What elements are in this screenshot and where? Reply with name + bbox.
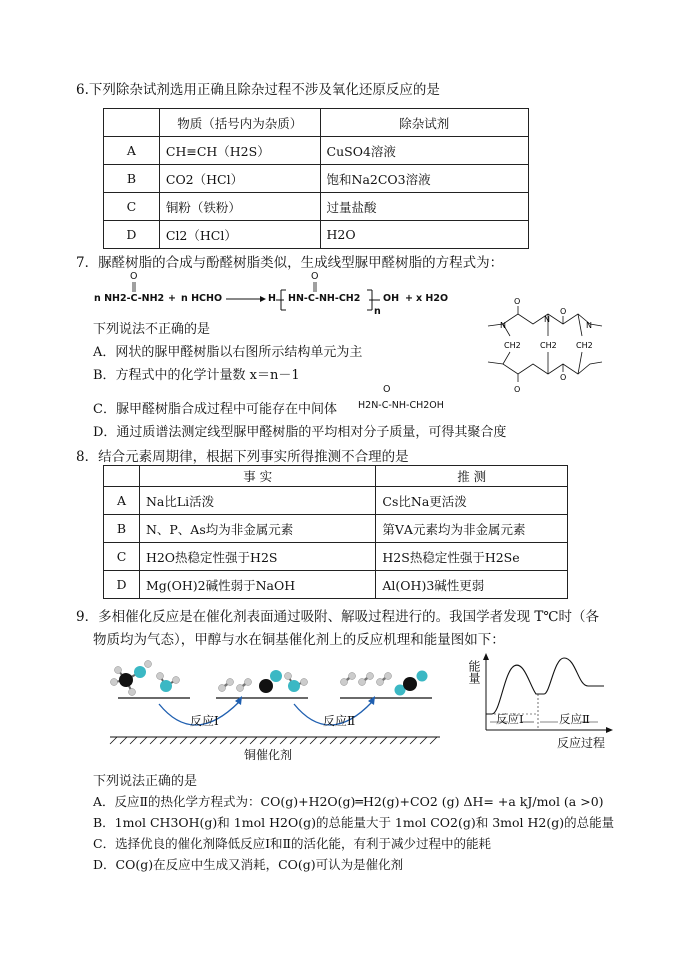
hcho-reactant: n HCHO [181, 293, 223, 304]
ring-label-o: O [560, 373, 567, 382]
q6-table-header [104, 109, 529, 137]
product-oh: OH [383, 293, 400, 304]
row-label: D [104, 571, 140, 599]
table-row [104, 165, 529, 193]
energy-xlabel: 反应过程 [557, 736, 606, 750]
q9-option-d: D．CO(g)在反应中生成又消耗，CO(g)可认为是催化剂 [93, 857, 404, 872]
fact-cell: Na比Li活泼 [139, 487, 375, 515]
h2-co-water-molecules [219, 670, 308, 693]
substance-cell: CO2（HCl） [159, 165, 320, 193]
fact-cell: Mg(OH)2碱性弱于NaOH [139, 571, 375, 599]
reagent-cell: 饱和Na2CO3溶液 [320, 165, 528, 193]
q7-option-c: C．脲甲醛树脂合成过程中可能存在中间体 [93, 402, 337, 417]
substance-cell: 铜粉（铁粉） [159, 193, 320, 221]
ring-label-o: O [514, 297, 521, 306]
inference-cell: H2S热稳定性强于H2Se [376, 543, 568, 571]
ring-label-o: O [560, 307, 567, 316]
ring-label-n: N [544, 315, 550, 324]
q7-intermediate: H2N-C-NH-CH2OH [358, 400, 444, 411]
product-h: H [268, 293, 276, 304]
water-product: x H2O [416, 293, 449, 304]
q8-table [103, 465, 568, 599]
inference-cell: 第ⅤA元素均为非金属元素 [376, 515, 568, 543]
row-label: A [104, 487, 140, 515]
ring-label-ch2: CH2 [540, 341, 557, 350]
reaction-arrow [226, 294, 266, 304]
inference-cell: Cs比Na更活泼 [376, 487, 568, 515]
table-row [104, 543, 568, 571]
q9-option-c: C．选择优良的催化剂降低反应Ⅰ和Ⅱ的活化能，有利于减少过程中的能耗 [93, 836, 491, 851]
q9-option-b: B．1mol CH3OH(g)和 1mol H2O(g)的总能量大于 1mol CO2(g)和 3mol H2(g)的总能量 [93, 815, 615, 830]
row-label: A [104, 137, 160, 165]
reaction1-label: 反应Ⅰ [190, 714, 219, 728]
h2-co2-molecules [341, 671, 428, 696]
energy-label1: 反应Ⅰ [496, 712, 524, 726]
q6-header-substance: 物质（括号内为杂质） [159, 109, 320, 137]
q8-header-fact: 事 实 [139, 466, 375, 487]
q7-intermediate-o: O [383, 384, 391, 395]
repeat-unit: HN-C-NH-CH2 [288, 293, 361, 304]
table-row [104, 221, 529, 249]
q8-stem: 8．结合元素周期律，根据下列事实所得推测不合理的是 [76, 449, 409, 465]
ring-label-ch2: CH2 [504, 341, 521, 350]
table-row [104, 137, 529, 165]
ring-label-o: O [514, 385, 521, 394]
fact-cell: H2O热稳定性强于H2S [139, 543, 375, 571]
network-structure-diagram [478, 296, 608, 396]
reaction2-label: 反应Ⅱ [323, 714, 356, 728]
q9-stem-line1: 9．多相催化反应是在催化剂表面通过吸附、解吸过程进行的。我国学者发现 T℃时（各 [76, 609, 599, 625]
substance-cell: CH≡CH（H2S） [159, 137, 320, 165]
ring-label-n: N [500, 321, 506, 330]
row-label: D [104, 221, 160, 249]
inference-cell: Al(OH)3碱性更弱 [376, 571, 568, 599]
q7-o-label-2: O [311, 271, 319, 282]
q7-option-d: D．通过质谱法测定线型脲甲醛树脂的平均相对分子质量，可得其聚合度 [93, 425, 507, 440]
table-row [104, 571, 568, 599]
table-row [104, 193, 529, 221]
q6-stem: 6.下列除杂试剂选用正确且除杂过程不涉及氧化还原反应的是 [76, 82, 440, 98]
q7-option-a: A．网状的脲甲醛树脂以右图所示结构单元为主 [93, 345, 363, 360]
q8-header-inference: 推 测 [376, 466, 568, 487]
q7-o-label-1: O [130, 271, 138, 282]
fact-cell: N、P、As均为非金属元素 [139, 515, 375, 543]
plus-sign: + [168, 293, 176, 304]
energy-label2: 反应Ⅱ [559, 712, 590, 726]
row-label: B [104, 515, 140, 543]
methanol-water-molecules [111, 661, 180, 696]
urea-reactant: n NH2-C-NH2 [94, 293, 165, 304]
q9-option-a: A．反应Ⅱ的热化学方程式为：CO(g)+H2O(g)═H2(g)+CO2 (g) ΔH= +a kJ/mol (a >0) [93, 794, 604, 809]
q9-prompt: 下列说法正确的是 [93, 774, 198, 789]
table-row [104, 515, 568, 543]
reagent-cell: CuSO4溶液 [320, 137, 528, 165]
row-label: C [104, 543, 140, 571]
catalyst-label: 铜催化剂 [244, 748, 293, 762]
q6-header-reagent: 除杂试剂 [320, 109, 528, 137]
row-label: B [104, 165, 160, 193]
plus-sign-2: + [405, 293, 413, 304]
q7-option-b: B．方程式中的化学计量数 x＝n－1 [93, 368, 300, 383]
reagent-cell: 过量盐酸 [320, 193, 528, 221]
q6-table [103, 108, 529, 249]
reagent-cell: H2O [320, 221, 528, 249]
q8-table-header [104, 466, 568, 487]
energy-ylabel: 能量 [467, 660, 481, 684]
ring-label-ch2: CH2 [576, 341, 593, 350]
substance-cell: Cl2（HCl） [159, 221, 320, 249]
row-label: C [104, 193, 160, 221]
q7-prompt: 下列说法不正确的是 [93, 322, 211, 337]
ring-label-n: N [586, 321, 592, 330]
q9-stem-line2: 物质均为气态），甲醇与水在铜基催化剂上的反应机理和能量图如下： [93, 632, 505, 648]
polymer-n: n [374, 306, 381, 317]
table-row [104, 487, 568, 515]
q7-stem: 7．脲醛树脂的合成与酚醛树脂类似，生成线型脲甲醛树脂的方程式为： [76, 255, 504, 271]
